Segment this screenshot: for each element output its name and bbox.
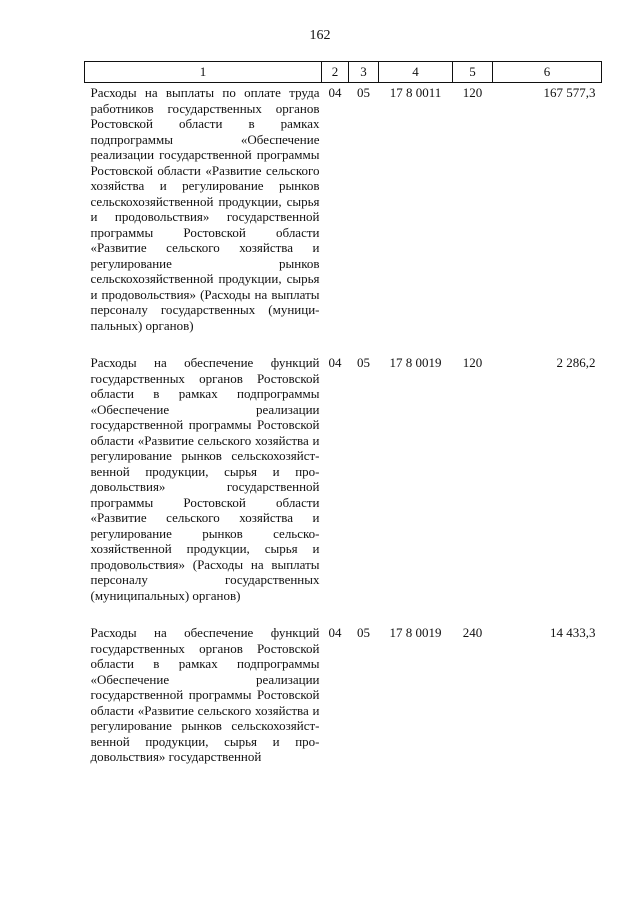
row-description: Расходы на обеспечение функций государственных органов Ростовской области в рамках подпрограммы «Обеспечение реализации государственной программы Ростовской области «Развитие сельского хозяйства и регулирование рынков сельскохозяйственной продукции, сырья и продовольствия» государственной <box>90 625 320 764</box>
row-amount: 14 433,3 <box>550 625 596 640</box>
row-expense-type-code: 120 <box>462 355 483 370</box>
row-subsection-code: 05 <box>357 85 370 100</box>
header-col-5: 5 <box>453 62 493 83</box>
header-col-1: 1 <box>85 62 322 83</box>
row-description: Расходы на обеспечение функций государственных органов Ростовской области в рамках подпрограммы «Обеспечение реализации государственной программы Ростовской области «Развитие сельского хозяйства и регулирование рынков сельскохозяйственной продукции, сырья и продовольствия» государственной программы Ростовской области «Развитие сельского хозяйства и регулирование рынков сельскохозяйственной продукции, сырья и продовольствия» (Расходы на выплаты персоналу государственных (муниципальных) органов) <box>90 355 320 603</box>
row-expense-type-code: 240 <box>462 625 483 640</box>
table-body <box>85 83 602 785</box>
row-subsection-code: 05 <box>357 625 370 640</box>
row-section-code: 04 <box>328 355 342 370</box>
budget-table <box>84 61 602 785</box>
header-col-6: 6 <box>493 62 602 83</box>
row-target-code: 17 8 0011 <box>389 85 442 100</box>
header-col-4: 4 <box>379 62 453 83</box>
table-header <box>85 62 602 83</box>
page-number: 162 <box>309 28 331 43</box>
table-row <box>85 623 602 785</box>
row-target-code: 17 8 0019 <box>389 625 442 640</box>
header-col-3: 3 <box>349 62 379 83</box>
header-col-2: 2 <box>322 62 349 83</box>
row-section-code: 04 <box>328 85 342 100</box>
row-section-code: 04 <box>328 625 342 640</box>
header-row <box>85 62 602 83</box>
row-expense-type-code: 120 <box>462 85 483 100</box>
row-subsection-code: 05 <box>357 355 370 370</box>
row-amount: 2 286,2 <box>556 355 596 370</box>
row-amount: 167 577,3 <box>543 85 596 100</box>
row-description: Расходы на выплаты по оплате труда работников государственных органов Ростовской области в рамках подпрограммы «Обеспечение реализации государственной программы Ростовской области «Развитие сельского хозяйства и регулирование рынков сельскохозяйственной продукции, сырья и продовольствия» государственной программы Ростовской области «Развитие сельского хозяйства и регулирование рынков сельскохозяйственной продукции, сырья и продовольствия» (Расходы на выплаты персоналу государственных (муниципальных) органов) <box>90 85 320 333</box>
row-target-code: 17 8 0019 <box>389 355 442 370</box>
table-row <box>85 83 602 354</box>
table-row <box>85 353 602 623</box>
